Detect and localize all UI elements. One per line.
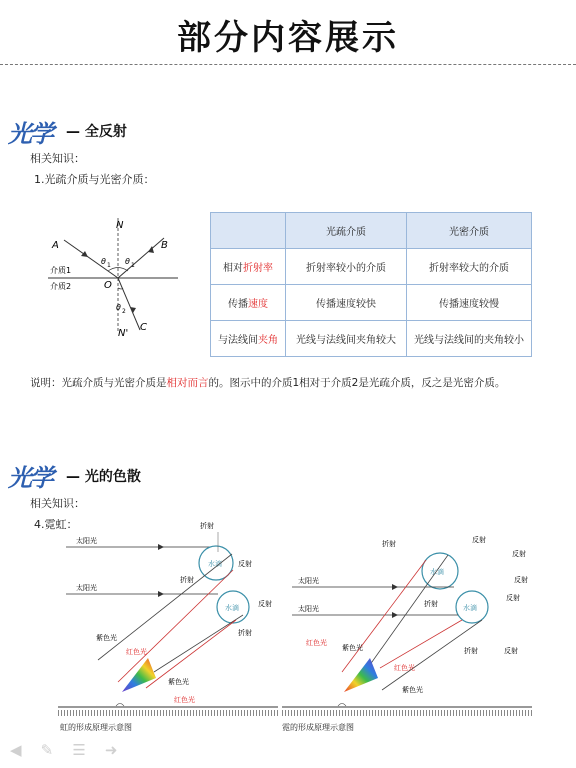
red-ray-3 xyxy=(342,560,426,672)
secondary-label-reflection-4: 反射 xyxy=(506,594,520,602)
secondary-label-reflection-5: 反射 xyxy=(504,647,518,655)
drop-label-3: 水滴 xyxy=(430,568,444,576)
section-heading-total-reflection: — 全反射 xyxy=(66,124,127,140)
table-row xyxy=(211,321,532,357)
red-ray-1 xyxy=(118,570,233,682)
table-cell: 传播速度较慢 xyxy=(407,285,532,321)
secondary-rainbow-diagram xyxy=(282,520,532,735)
rainbow-label-refraction-2: 折射 xyxy=(180,576,194,584)
label-b: B xyxy=(161,240,168,251)
label-medium2: 介质2 xyxy=(50,282,72,291)
rainbow-label-red-2: 红色光 xyxy=(174,696,195,704)
rainbow-label-refraction-1: 折射 xyxy=(200,522,214,530)
rainbow-label-red-1: 红色光 xyxy=(126,648,147,656)
pen-icon[interactable]: ✎ xyxy=(40,741,54,759)
table-row xyxy=(211,285,532,321)
refracted-arrow xyxy=(130,307,136,313)
incident-ray xyxy=(64,240,118,278)
table-cell: 光线与法线间的夹角较小 xyxy=(407,321,532,357)
violet-ray-4 xyxy=(382,620,482,690)
item-title-media: 1.光疏介质与光密介质： xyxy=(34,173,155,186)
secondary-label-red-1: 红色光 xyxy=(306,639,327,647)
table-header-row xyxy=(211,213,532,249)
drop-label-2: 水滴 xyxy=(225,604,239,612)
refraction-diagram xyxy=(48,212,188,342)
table-header-cell: 光疏介质 xyxy=(286,213,407,249)
secondary-caption: 霓的形成原理示意图 xyxy=(282,723,354,732)
item-title-rainbow: 4.霓虹： xyxy=(34,518,78,531)
label-theta1-right: θ xyxy=(125,257,130,266)
sunlight-arrow-4 xyxy=(392,612,398,618)
sunlight-arrow-2 xyxy=(158,591,164,597)
rainbow-label-reflection-1: 反射 xyxy=(238,560,252,568)
secondary-label-refraction-3: 折射 xyxy=(464,647,478,655)
rainbow-label-violet: 紫色光 xyxy=(96,634,117,642)
sunlight-arrow-3 xyxy=(392,584,398,590)
label-theta1-left: θ xyxy=(101,257,106,266)
secondary-label-refraction-2: 折射 xyxy=(424,600,438,608)
rainbow-label-sunlight-2: 太阳光 xyxy=(76,584,97,592)
section-logo-optics: 光学 xyxy=(8,119,52,148)
refracted-ray xyxy=(118,278,140,330)
label-c: C xyxy=(140,322,147,333)
arrow-left-icon[interactable]: ◀ xyxy=(10,741,22,759)
violet-ray-1 xyxy=(98,554,232,660)
secondary-label-refraction-1: 折射 xyxy=(382,540,396,548)
rainbow-label-reflection-2: 反射 xyxy=(258,600,272,608)
page-title: 部分内容展示 xyxy=(177,18,399,58)
related-knowledge-label: 相关知识： xyxy=(30,152,85,165)
table-row-label: 与法线间夹角 xyxy=(211,321,286,357)
label-theta2-sub: 2 xyxy=(122,308,126,315)
menu-icon[interactable]: ☰ xyxy=(72,741,86,759)
table-row-label: 传播速度 xyxy=(211,285,286,321)
media-comparison-table xyxy=(210,212,532,357)
label-theta1-left-sub: 1 xyxy=(107,262,111,269)
red-ray-4 xyxy=(380,620,462,668)
observer-arc-2 xyxy=(338,704,346,707)
section-logo-optics-2: 光学 xyxy=(8,463,52,492)
table-cell: 传播速度较快 xyxy=(286,285,407,321)
violet-ray-2 xyxy=(154,615,243,672)
table-header-cell: 光密介质 xyxy=(407,213,532,249)
explanation-note: 说明：光疏介质与光密介质是相对而言的。图示中的介质1相对于介质2是光疏介质，反之是光密介质。 xyxy=(30,377,506,389)
label-a: A xyxy=(52,240,59,251)
label-theta2: θ xyxy=(116,303,121,312)
label-n: N xyxy=(116,220,124,231)
rainbow-label-refraction-3: 折射 xyxy=(238,629,252,637)
incident-arrow xyxy=(81,251,88,257)
title-divider xyxy=(0,64,576,65)
table-cell: 折射率较小的介质 xyxy=(286,249,407,285)
arrow-right-icon[interactable]: ➜ xyxy=(104,741,118,759)
rainbow-caption: 虹的形成原理示意图 xyxy=(60,723,132,732)
sunlight-arrow-1 xyxy=(158,544,164,550)
secondary-label-reflection-3: 反射 xyxy=(514,576,528,584)
red-ray-2 xyxy=(146,620,236,688)
observer-arc xyxy=(116,704,124,707)
rainbow-spectrum xyxy=(122,658,156,692)
secondary-label-sunlight-2: 太阳光 xyxy=(298,605,319,613)
rainbow-label-violet-2: 紫色光 xyxy=(168,678,189,686)
rainbow-diagram xyxy=(58,520,278,735)
label-n-prime: N' xyxy=(118,328,129,339)
drop-label-4: 水滴 xyxy=(463,604,477,612)
secondary-label-violet-2: 紫色光 xyxy=(402,686,423,694)
secondary-label-reflection-1: 反射 xyxy=(472,536,486,544)
table-cell: 光线与法线间夹角较大 xyxy=(286,321,407,357)
label-medium1: 介质1 xyxy=(50,266,72,275)
slide-navigation xyxy=(10,740,131,759)
violet-ray-3 xyxy=(362,555,448,676)
table-row-label: 相对折射率 xyxy=(211,249,286,285)
label-theta1-right-sub: 1 xyxy=(131,262,135,269)
secondary-label-sunlight-1: 太阳光 xyxy=(298,577,319,585)
secondary-label-red-2: 红色光 xyxy=(394,664,415,672)
related-knowledge-label-2: 相关知识： xyxy=(30,497,85,510)
rainbow-label-sunlight-1: 太阳光 xyxy=(76,537,97,545)
drop-label-1: 水滴 xyxy=(208,560,222,568)
label-o: O xyxy=(104,280,112,291)
table-cell: 折射率较大的介质 xyxy=(407,249,532,285)
table-header-cell xyxy=(211,213,286,249)
table-row xyxy=(211,249,532,285)
secondary-label-reflection-2: 反射 xyxy=(512,550,526,558)
secondary-label-violet-1: 紫色光 xyxy=(342,644,363,652)
section-heading-dispersion: — 光的色散 xyxy=(66,469,141,485)
